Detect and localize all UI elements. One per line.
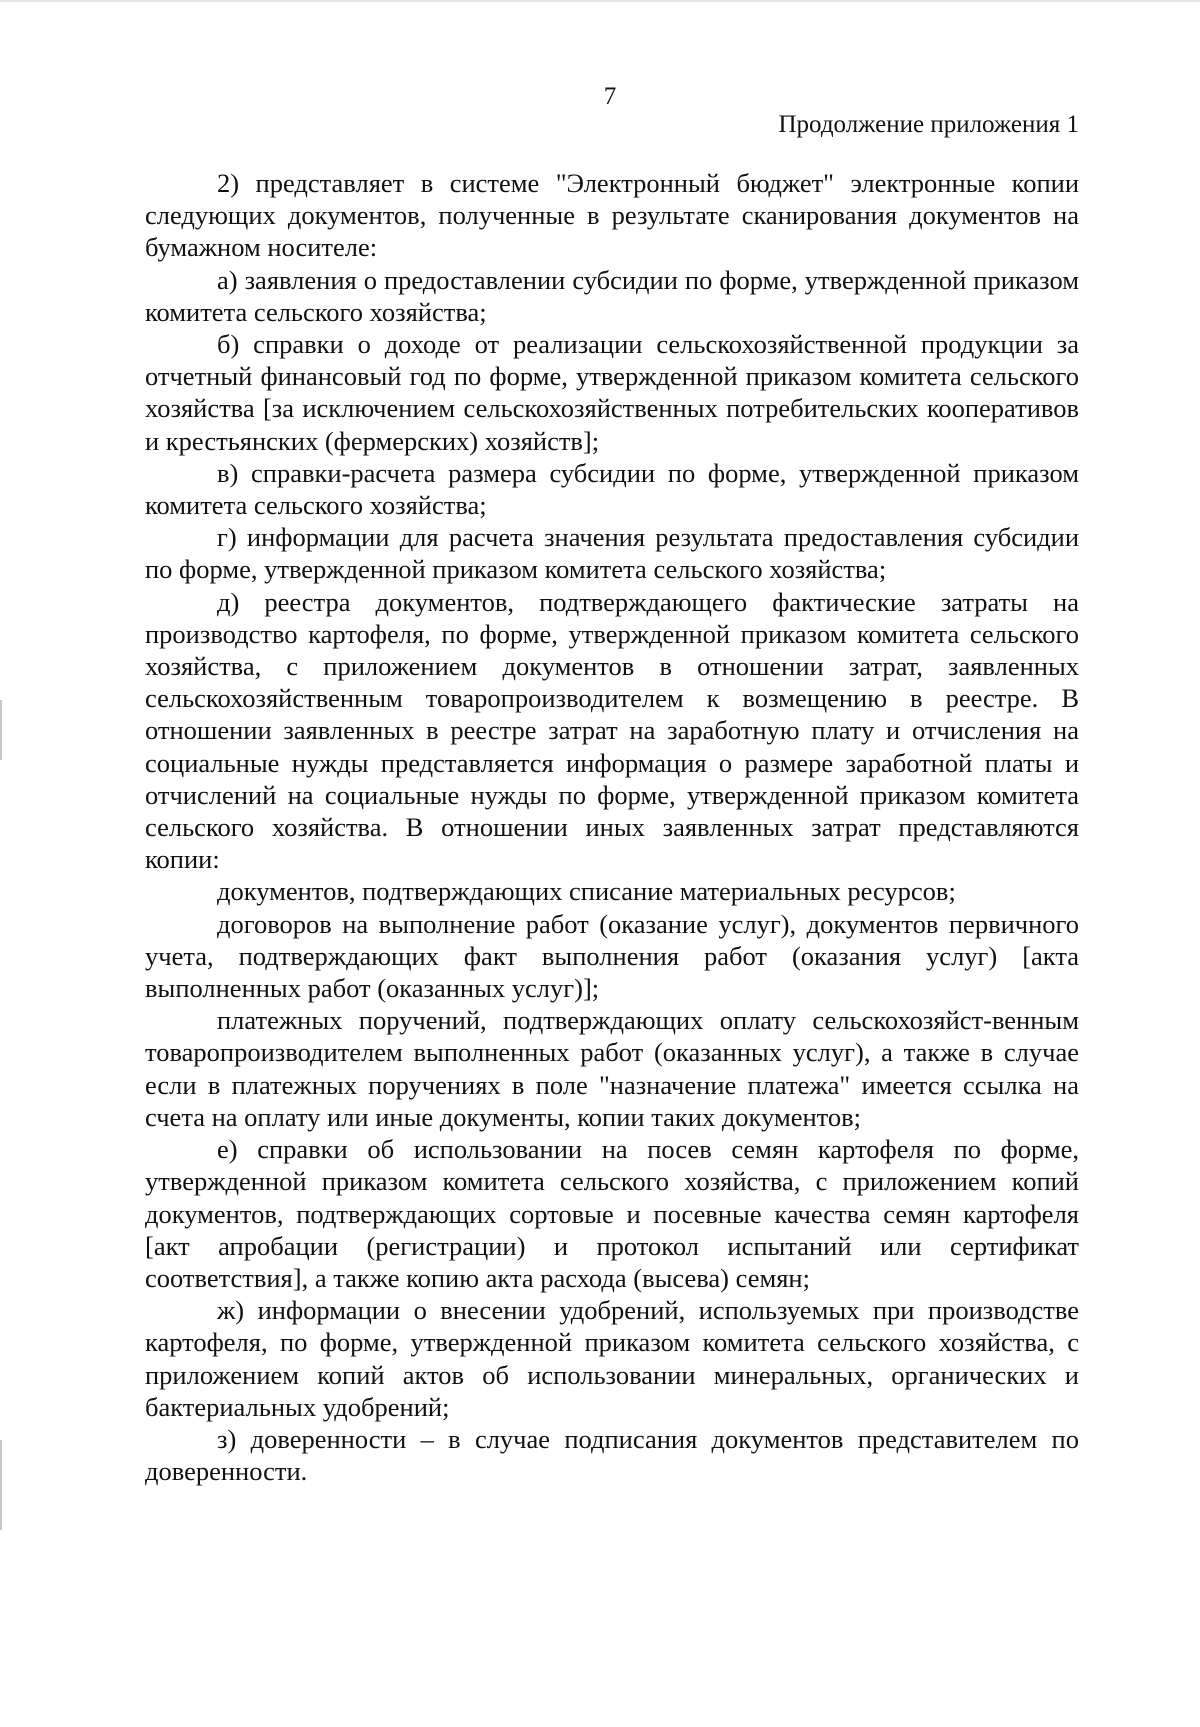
- scan-artifact: [0, 700, 2, 760]
- page-number: 7: [603, 83, 617, 110]
- paragraph: в) справки-расчета размера субсидии по форме, утвержденной приказом комитета сельского хозяйства;: [145, 457, 1079, 521]
- paragraph: д) реестра документов, подтверждающего фактические затраты на производство картофеля, по форме, утвержденной приказом комитета сельского хозяйства, с приложением документов в отношении затрат, заявленных сельскохозяйственным товаропроизводителем к возмещению в реестре. В отношении заявленных в реестре затрат на заработную плату и отчисления на социальные нужды представляется информация о размере заработной платы и отчислений на социальные нужды по форме, утвержденной приказом комитета сельского хозяйства. В отношении иных заявленных затрат представляются копии:: [145, 586, 1079, 875]
- paragraph: б) справки о доходе от реализации сельскохозяйственной продукции за отчетный финансовый год по форме, утвержденной приказом комитета сельского хозяйства [за исключением сельскохозяйственных потребительских кооперативов и крестьянских (фермерских) хозяйств];: [145, 329, 1079, 456]
- paragraph: з) доверенности – в случае подписания документов представителем по доверенности.: [145, 1423, 1079, 1487]
- paragraph: 2) представляет в системе "Электронный бюджет" электронные копии следующих документов, полученные в результате сканирования документов на бумажном носителе:: [145, 168, 1079, 263]
- paragraph: платежных поручений, подтверждающих оплату сельскохозяйст-венным товаропроизводителем выполненных работ (оказанных услуг), а также в случае если в платежных поручениях в поле "назначение платежа" имеется ссылка на счета на оплату или иные документы, копии таких документов;: [145, 1005, 1079, 1132]
- scan-edge: [0, 0, 1200, 2]
- paragraph: документов, подтверждающих списание материальных ресурсов;: [217, 876, 956, 907]
- document-body: [145, 167, 1079, 1487]
- paragraph: г) информации для расчета значения результата предоставления субсидии по форме, утвержденной приказом комитета сельского хозяйства;: [145, 522, 1079, 585]
- paragraph: ж) информации о внесении удобрений, используемых при производстве картофеля, по форме, утвержденной приказом комитета сельского хозяйства, с приложением копий актов об использовании минеральных, органических и бактериальных удобрений;: [145, 1295, 1079, 1422]
- paragraph: договоров на выполнение работ (оказание услуг), документов первичного учета, подтверждающих факт выполнения работ (оказания услуг) [акта выполненных работ (оказанных услуг)];: [145, 908, 1079, 1004]
- scan-artifact: [0, 1440, 2, 1530]
- paragraph: е) справки об использовании на посев семян картофеля по форме, утвержденной приказом комитета сельского хозяйства, с приложением копий документов, подтверждающих сортовые и посевные качества семян картофеля [акт апробации (регистрации) и протокол испытаний или сертификат соответствия], а также копию акта расхода (высева) семян;: [145, 1134, 1079, 1293]
- appendix-continuation-label: Продолжение приложения 1: [778, 111, 1079, 138]
- paragraph: а) заявления о предоставлении субсидии по форме, утвержденной приказом комитета сельского хозяйства;: [145, 264, 1079, 327]
